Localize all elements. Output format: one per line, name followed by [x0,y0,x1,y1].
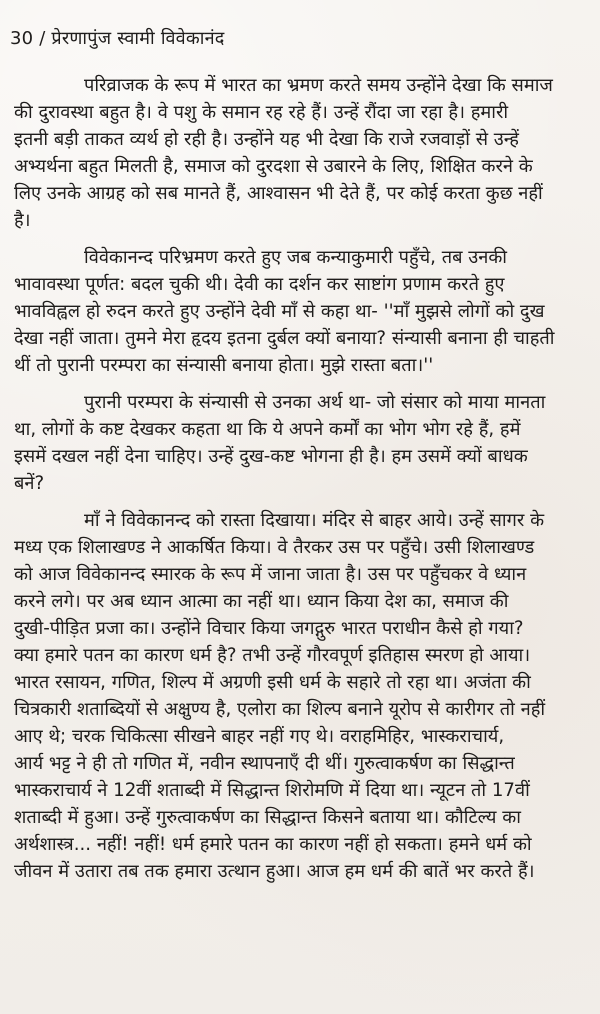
running-head: 30 / प्रेरणापुंज स्वामी विवेकानंद [10,28,225,49]
paragraph-4-line-5: दुखी-पीड़ित प्रजा का। उन्होंने विचार किया जगद्गुरु भारत पराधीन कैसे हो गया? [14,618,524,639]
paragraph-2 [14,244,584,379]
paragraph-3-line-1: पुरानी परम्परा के संन्यासी से उनका अर्थ था- जो संसार को माया मानता [84,392,546,413]
paragraph-4-line-11: भास्कराचार्य ने 12वीं शताब्दी में सिद्धान्त शिरोमणि में दिया था। न्यूटन तो 17वीं [14,780,530,801]
paragraph-3-line-3: इसमें दखल नहीं देना चाहिए। उन्हें दुख-कष्ट भोगना ही है। हम उसमें क्यों बाधक [14,446,528,467]
paragraph-1-line-1: परिव्राजक के रूप में भारत का भ्रमण करते समय उन्होंने देखा कि समाज [84,75,553,96]
paragraph-3 [14,389,584,497]
paragraph-4-line-13: अर्थशास्त्र... नहीं! नहीं! धर्म हमारे पतन का कारण नहीं हो सकता। हमने धर्म को [14,834,532,855]
paragraph-2-line-3: भावविह्वल हो रुदन करते हुए उन्होंने देवी माँ से कहा था- ''माँ मुझसे लोगों को दुख [14,301,545,322]
paragraph-2-line-1: विवेकानन्द परिभ्रमण करते हुए जब कन्याकुमारी पहुँचे, तब उनकी [84,247,508,268]
paragraph-1-line-2: की दुरावस्था बहुत है। वे पशु के समान रह रहे हैं। उन्हें रौंदा जा रहा है। हमारी [14,102,509,123]
paragraph-4-line-7: भारत रसायन, गणित, शिल्प में अग्रणी इसी धर्म के सहारे तो रहा था। अजंता की [14,672,531,693]
paragraph-4-line-3: को आज विवेकानन्द स्मारक के रूप में जाना जाता है। उस पर पहुँचकर वे ध्यान [14,564,527,585]
paragraph-2-line-2: भावावस्था पूर्णत: बदल चुकी थी। देवी का दर्शन कर साष्टांग प्रणाम करते हुए [14,274,505,295]
paragraph-4-line-8: चित्रकारी शताब्दियों से अक्षुण्य है, एलोरा का शिल्प बनाने यूरोप से कारीगर तो नहीं [14,699,546,720]
paragraph-4-line-10: आर्य भट्ट ने ही तो गणित में, नवीन स्थापनाएँ दी थीं। गुरुत्वाकर्षण का सिद्धान्त [14,753,515,774]
paragraph-4 [14,507,584,885]
paragraph-1-line-4: अभ्यर्थना बहुत मिलती है, समाज को दुरदशा से उबारने के लिए, शिक्षित करने के [14,156,533,177]
page-body [14,72,584,895]
paragraph-4-line-9: आए थे; चरक चिकित्सा सीखने बाहर नहीं गए थे। वराहमिहिर, भास्कराचार्य, [14,726,505,747]
paragraph-4-line-4: करने लगे। पर अब ध्यान आत्मा का नहीं था। ध्यान किया देश का, समाज की [14,591,509,612]
paragraph-1-line-3: इतनी बड़ी ताकत व्यर्थ हो रही है। उन्होंने यह भी देखा कि राजे रजवाड़ों से उन्हें [14,129,519,150]
paragraph-4-line-6: क्या हमारे पतन का कारण धर्म है? तभी उन्हें गौरवपूर्ण इतिहास स्मरण हो आया। [14,645,531,666]
paragraph-2-line-5: थीं तो पुरानी परम्परा का संन्यासी बनाया होता। मुझे रास्ता बता।'' [14,355,434,376]
paragraph-4-line-12: शताब्दी में हुआ। उन्हें गुरुत्वाकर्षण का सिद्धान्त किसने बताया था। कौटिल्य का [14,807,521,828]
paragraph-3-line-4: बनें? [14,473,45,494]
paragraph-4-line-2: मध्य एक शिलाखण्ड ने आकर्षित किया। वे तैरकर उस पर पहुँचे। उसी शिलाखण्ड [14,537,535,558]
paragraph-3-line-2: था, लोगों के कष्ट देखकर कहता था कि ये अपने कर्मों का भोग भोग रहे हैं, हमें [14,419,521,440]
paragraph-1-line-5: लिए उनके आग्रह को सब मानते हैं, आश्वासन भी देते हैं, पर कोई करता कुछ नहीं [14,183,543,204]
paragraph-1-line-6: है। [14,210,31,231]
paragraph-1 [14,72,584,234]
paragraph-2-line-4: देखा नहीं जाता। तुमने मेरा हृदय इतना दुर्बल क्यों बनाया? संन्यासी बनाना ही चाहती [14,328,555,349]
paragraph-4-line-1: माँ ने विवेकानन्द को रास्ता दिखाया। मंदिर से बाहर आये। उन्हें सागर के [84,510,545,531]
paragraph-4-line-14: जीवन में उतारा तब तक हमारा उत्थान हुआ। आज हम धर्म की बातें भर करते हैं। [14,861,535,882]
